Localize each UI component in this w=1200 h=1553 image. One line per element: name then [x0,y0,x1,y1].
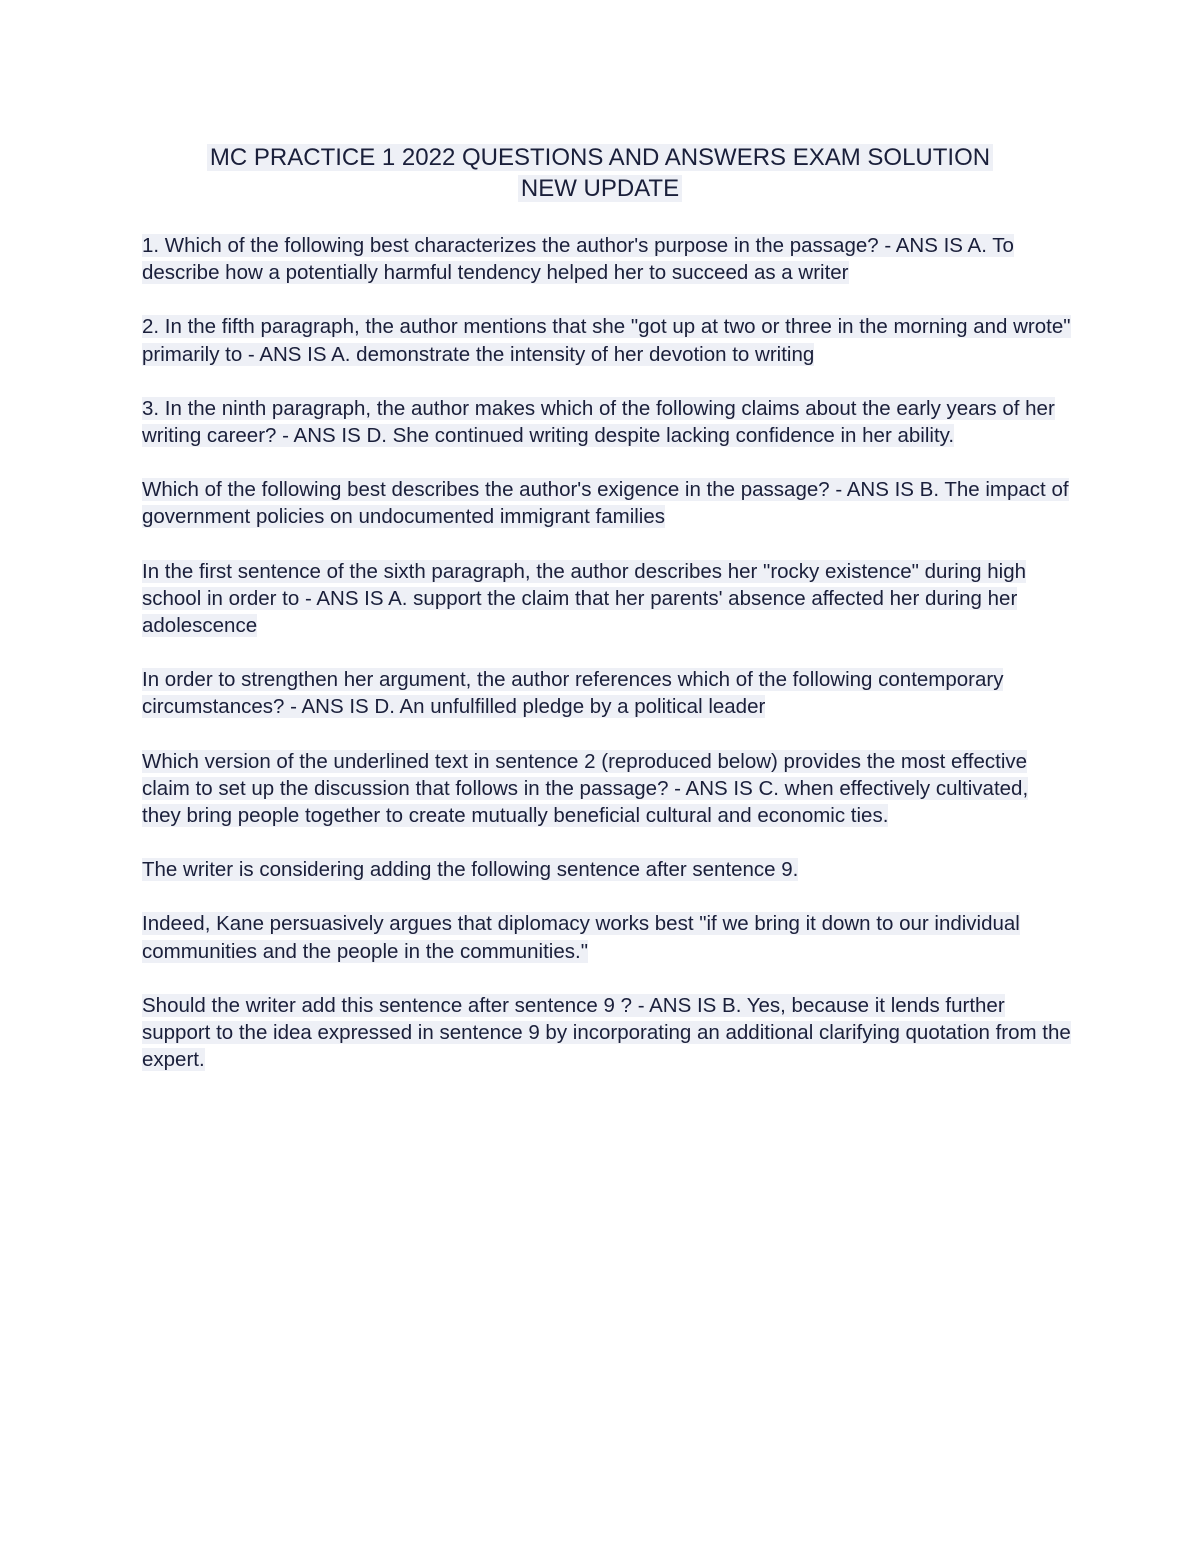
document-title [100,142,1100,204]
paragraph-underlined-text [142,748,1072,830]
paragraph-kane-quote [142,910,1072,964]
paragraph-text: Which of the following best describes the author's exigence in the passage? - ANS IS B. The impact of government policies on undocumented immigrant families [142,478,1069,529]
paragraph-should-add [142,992,1072,1074]
paragraph-contemporary [142,666,1072,720]
paragraph-text: Which version of the underlined text in sentence 2 (reproduced below) provides the most effective claim to set up the discussion that follows in the passage? - ANS IS C. when effectively cultivated, they bring people together to create mutually beneficial cultural and economic ties. [142,749,1029,828]
paragraph-text: In the first sentence of the sixth paragraph, the author describes her "rocky existence" during high school in order to - ANS IS A. support the claim that her parents' absence affected her during her adolescence [142,559,1027,638]
paragraph-q1 [142,232,1072,286]
title-line-1: MC PRACTICE 1 2022 QUESTIONS AND ANSWERS EXAM SOLUTION [207,144,993,171]
paragraph-q2 [142,313,1072,367]
paragraph-text: Should the writer add this sentence after sentence 9 ? - ANS IS B. Yes, because it lends further support to the idea expressed in sentence 9 by incorporating an additional clarifying quotation from the expert. [142,993,1071,1072]
paragraph-text: 3. In the ninth paragraph, the author makes which of the following claims about the early years of her writing career? - ANS IS D. She continued writing despite lacking confidence in her ability. [142,396,1055,448]
paragraph-rocky-existence [142,558,1072,640]
paragraph-q3 [142,395,1072,449]
document-body [142,232,1072,1100]
paragraph-exigence [142,476,1072,530]
title-line-2: NEW UPDATE [518,175,682,202]
paragraph-text: Indeed, Kane persuasively argues that diplomacy works best "if we bring it down to our individual communities and the people in the communities." [142,912,1020,963]
paragraph-text: The writer is considering adding the following sentence after sentence 9. [142,858,799,882]
paragraph-text: 2. In the fifth paragraph, the author mentions that she "got up at two or three in the morning and wrote" primarily to - ANS IS A. demonstrate the intensity of her devotion to writing [142,315,1071,366]
paragraph-text: In order to strengthen her argument, the author references which of the following contemporary circumstances? - ANS IS D. An unfulfilled pledge by a political leader [142,668,1004,719]
paragraph-text: 1. Which of the following best characterizes the author's purpose in the passage? - ANS IS A. To describe how a potentially harmful tendency helped her to succeed as a writer [142,234,1014,285]
paragraph-writer-considering [142,856,1072,883]
